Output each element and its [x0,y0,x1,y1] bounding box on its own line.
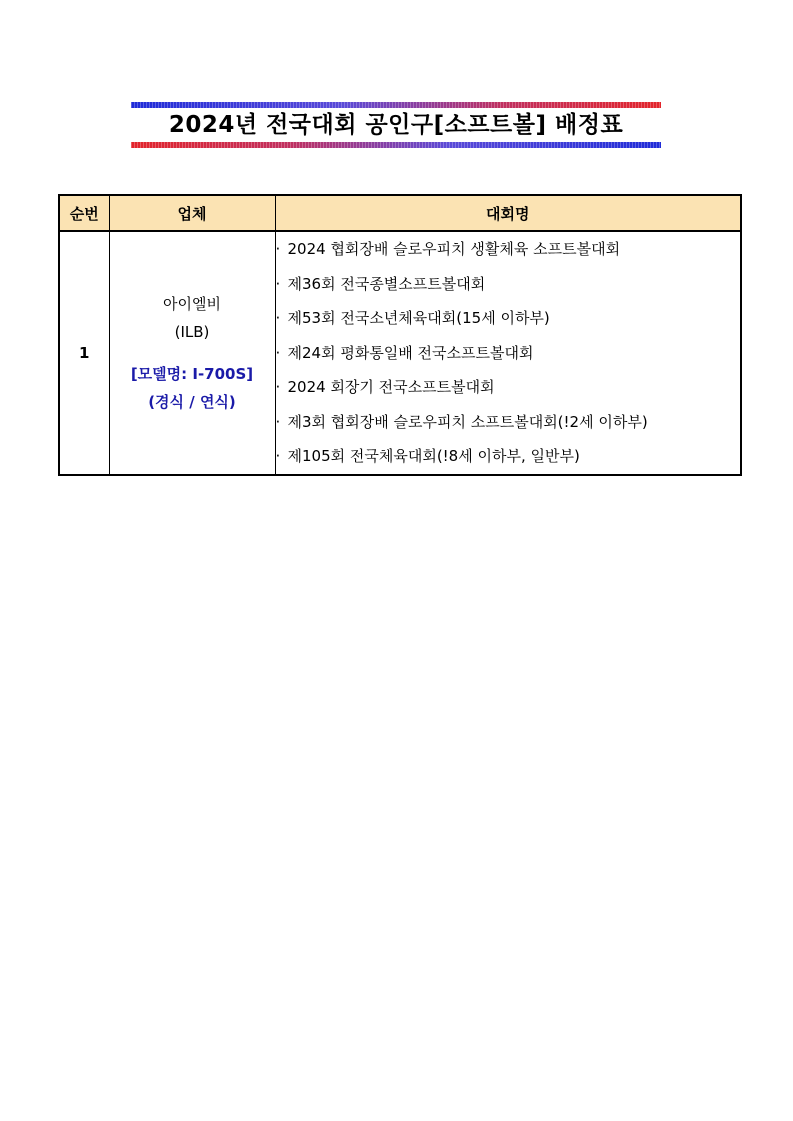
title-decor-bar-top [131,102,661,108]
table-row [59,231,741,475]
title-decor-bar-bottom [131,142,661,148]
table-header-row [59,195,741,231]
events-list [276,232,741,474]
ball-model: [모델명: I-700S] [130,364,254,383]
document-title: 2024년 전국대회 공인구[소프트볼] 배정표 [168,112,624,138]
list-item: · 제24회 평화통일배 전국소프트볼대회 [275,343,534,362]
list-item: · 제3회 협회장배 슬로우피치 소프트볼대회(!2세 이하부) [275,412,648,431]
list-item: · 2024 협회장배 슬로우피치 생활체육 소프트볼대회 [275,240,621,258]
list-item: · 2024 회장기 전국소프트볼대회 [275,378,495,396]
header-events: 대회명 [275,195,741,231]
company-abbr: (ILB) [174,322,210,341]
events-cell [275,231,741,475]
header-number: 순번 [59,195,109,231]
list-item: · 제105회 전국체육대회(!8세 이하부, 일반부) [275,447,580,465]
document-title-block [131,102,661,148]
header-company: 업체 [109,195,275,231]
ball-type: (경식 / 연식) [148,392,236,411]
row-number: 1 [59,231,109,475]
list-item: · 제53회 전국소년체육대회(15세 이하부) [275,309,550,327]
list-item: · 제36회 전국종별소프트볼대회 [275,274,486,293]
company-name: 아이엘비 [163,294,221,313]
assignment-table [58,194,742,476]
company-cell [109,231,275,475]
